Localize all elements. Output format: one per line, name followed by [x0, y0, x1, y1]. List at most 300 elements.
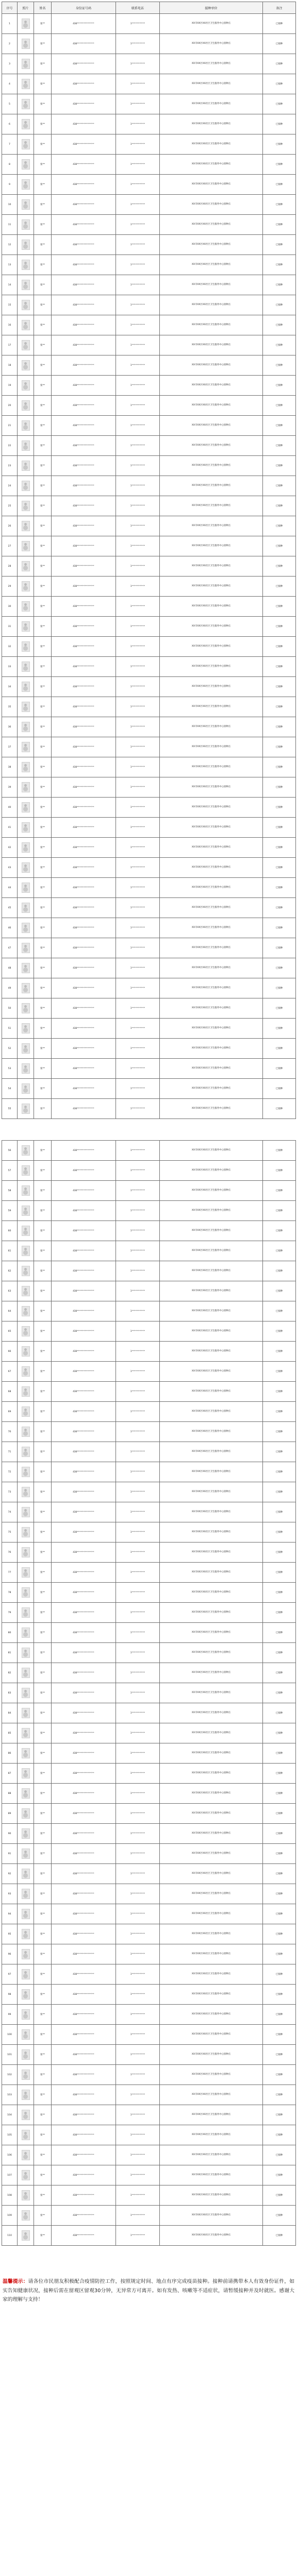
table-row: [2, 1663, 296, 1683]
photo-cell: [18, 155, 34, 175]
table-row: [2, 34, 296, 54]
remark-cell: 已接种: [263, 1261, 296, 1281]
name-cell: 张**: [34, 1482, 52, 1502]
table-row: [2, 1944, 296, 1964]
table-row: [2, 1402, 296, 1422]
seq-cell: 77: [2, 1563, 18, 1583]
center-cell: XX市XX区XX社区卫生服务中心接种点: [160, 777, 263, 798]
center-cell: XX市XX区XX社区卫生服务中心接种点: [160, 2206, 263, 2226]
name-cell: 张**: [34, 1563, 52, 1583]
seq-cell: 92: [2, 1864, 18, 1884]
photo-cell: [18, 998, 34, 1019]
avatar: [22, 1547, 30, 1557]
name-cell: 张**: [34, 335, 52, 355]
name-cell: 张**: [34, 657, 52, 677]
idcard-cell: 430*************: [52, 617, 116, 637]
remark-cell: 已接种: [263, 798, 296, 818]
remark-cell: 已接种: [263, 556, 296, 577]
phone-cell: 1**********: [116, 1543, 160, 1563]
remark-cell: 已接种: [263, 1543, 296, 1563]
header-phone: 联系电话: [116, 2, 160, 14]
name-cell: 张**: [34, 94, 52, 114]
name-cell: 张**: [34, 2165, 52, 2185]
phone-cell: 1**********: [116, 1643, 160, 1663]
avatar: [22, 2049, 30, 2060]
table-row: [2, 1181, 296, 1201]
center-cell: XX市XX区XX社区卫生服务中心接种点: [160, 335, 263, 355]
center-cell: XX市XX区XX社区卫生服务中心接种点: [160, 1804, 263, 1824]
center-cell: XX市XX区XX社区卫生服务中心接种点: [160, 577, 263, 597]
name-cell: 张**: [34, 1703, 52, 1723]
avatar: [22, 300, 30, 310]
avatar: [22, 240, 30, 250]
photo-cell: [18, 195, 34, 215]
avatar: [22, 1226, 30, 1236]
phone-cell: 1**********: [116, 1804, 160, 1824]
idcard-cell: 430*************: [52, 114, 116, 134]
idcard-cell: 430*************: [52, 1382, 116, 1402]
seq-cell: 61: [2, 1241, 18, 1261]
photo-cell: [18, 1643, 34, 1663]
phone-cell: 1**********: [116, 1402, 160, 1422]
seq-cell: 43: [2, 858, 18, 878]
center-cell: XX市XX区XX社区卫生服务中心接种点: [160, 396, 263, 416]
phone-cell: 1**********: [116, 657, 160, 677]
center-cell: XX市XX区XX社区卫生服务中心接种点: [160, 416, 263, 436]
phone-cell: 1**********: [116, 2045, 160, 2065]
table-row: [2, 1643, 296, 1663]
name-cell: 张**: [34, 1261, 52, 1281]
table-row: [2, 798, 296, 818]
header-remark: 备注: [263, 2, 296, 14]
table-row: [2, 1844, 296, 1864]
center-cell: XX市XX区XX社区卫生服务中心接种点: [160, 255, 263, 275]
seq-cell: 17: [2, 335, 18, 355]
remark-cell: 已接种: [263, 2145, 296, 2165]
idcard-cell: 430*************: [52, 396, 116, 416]
table-row: [2, 175, 296, 195]
name-cell: 张**: [34, 1904, 52, 1924]
seq-cell: 89: [2, 1804, 18, 1824]
name-cell: 张**: [34, 1019, 52, 1039]
photo-cell: [18, 1402, 34, 1422]
idcard-cell: 430*************: [52, 737, 116, 757]
seq-cell: 110: [2, 2226, 18, 2246]
idcard-cell: 430*************: [52, 215, 116, 235]
name-cell: 张**: [34, 255, 52, 275]
avatar: [22, 1043, 30, 1054]
header-center: 接种单位: [160, 2, 263, 14]
seq-cell: 13: [2, 255, 18, 275]
name-cell: 张**: [34, 798, 52, 818]
center-cell: XX市XX区XX社区卫生服务中心接种点: [160, 1019, 263, 1039]
name-cell: 张**: [34, 1201, 52, 1221]
photo-cell: [18, 757, 34, 777]
remark-cell: 已接种: [263, 777, 296, 798]
seq-cell: 63: [2, 1281, 18, 1301]
avatar: [22, 1104, 30, 1114]
remark-cell: 已接种: [263, 898, 296, 918]
name-cell: 张**: [34, 1683, 52, 1703]
name-cell: 张**: [34, 376, 52, 396]
photo-cell: [18, 2105, 34, 2125]
photo-cell: [18, 2125, 34, 2145]
avatar: [22, 79, 30, 89]
avatar: [22, 1527, 30, 1537]
seq-cell: 32: [2, 637, 18, 657]
name-cell: 张**: [34, 1079, 52, 1099]
table-row: [2, 2085, 296, 2105]
phone-cell: 1**********: [116, 1522, 160, 1543]
seq-cell: 14: [2, 275, 18, 295]
photo-cell: [18, 1543, 34, 1563]
remark-cell: 已接种: [263, 1059, 296, 1079]
remark-cell: 已接种: [263, 998, 296, 1019]
name-cell: 张**: [34, 697, 52, 717]
avatar: [22, 1286, 30, 1296]
center-cell: XX市XX区XX社区卫生服务中心接种点: [160, 275, 263, 295]
seq-cell: 48: [2, 958, 18, 978]
table-row: [2, 657, 296, 677]
remark-cell: 已接种: [263, 1442, 296, 1462]
name-cell: 张**: [34, 1743, 52, 1764]
phone-cell: 1**********: [116, 1079, 160, 1099]
table-row: [2, 1985, 296, 2005]
phone-cell: 1**********: [116, 54, 160, 74]
table-row: [2, 315, 296, 335]
avatar: [22, 1406, 30, 1417]
center-cell: XX市XX区XX社区卫生服务中心接种点: [160, 818, 263, 838]
remark-cell: 已接种: [263, 697, 296, 717]
avatar: [22, 1165, 30, 1176]
photo-cell: [18, 1844, 34, 1864]
phone-cell: 1**********: [116, 677, 160, 697]
table-row: [2, 215, 296, 235]
center-cell: XX市XX区XX社区卫生服务中心接种点: [160, 1985, 263, 2005]
photo-cell: [18, 1241, 34, 1261]
table-row: [2, 275, 296, 295]
phone-cell: 1**********: [116, 737, 160, 757]
photo-cell: [18, 1522, 34, 1543]
idcard-cell: 430*************: [52, 1723, 116, 1743]
seq-cell: 68: [2, 1382, 18, 1402]
table-row: [2, 355, 296, 376]
table-header-row: [2, 2, 296, 14]
name-cell: 张**: [34, 898, 52, 918]
idcard-cell: 430*************: [52, 1342, 116, 1362]
photo-cell: [18, 396, 34, 416]
remark-cell: 已接种: [263, 1804, 296, 1824]
center-cell: XX市XX区XX社区卫生服务中心接种点: [160, 1301, 263, 1321]
remark-cell: 已接种: [263, 978, 296, 998]
remark-cell: 已接种: [263, 1241, 296, 1261]
header-photo: 照片: [18, 2, 34, 14]
avatar: [22, 822, 30, 833]
table-row: [2, 2165, 296, 2185]
center-cell: XX市XX区XX社区卫生服务中心接种点: [160, 1221, 263, 1241]
vaccination-table-2: [2, 1140, 296, 2246]
seq-cell: 72: [2, 1462, 18, 1482]
seq-cell: 19: [2, 376, 18, 396]
phone-cell: 1**********: [116, 295, 160, 315]
center-cell: XX市XX区XX社区卫生服务中心接种点: [160, 1764, 263, 1784]
seq-cell: 10: [2, 195, 18, 215]
idcard-cell: 430*************: [52, 1099, 116, 1119]
remark-cell: 已接种: [263, 918, 296, 938]
remark-cell: 已接种: [263, 34, 296, 54]
name-cell: 张**: [34, 958, 52, 978]
name-cell: 张**: [34, 134, 52, 155]
avatar: [22, 1266, 30, 1276]
table-row: [2, 496, 296, 516]
photo-cell: [18, 1804, 34, 1824]
photo-cell: [18, 275, 34, 295]
photo-cell: [18, 114, 34, 134]
name-cell: 张**: [34, 1301, 52, 1321]
center-cell: XX市XX区XX社区卫生服务中心接种点: [160, 978, 263, 998]
avatar: [22, 1969, 30, 1979]
center-cell: XX市XX区XX社区卫生服务中心接种点: [160, 1241, 263, 1261]
remark-cell: 已接种: [263, 1362, 296, 1382]
phone-cell: 1**********: [116, 2165, 160, 2185]
avatar: [22, 903, 30, 913]
table-row: [2, 1603, 296, 1623]
avatar: [22, 561, 30, 571]
name-cell: 张**: [34, 717, 52, 737]
table-row: [2, 1904, 296, 1924]
phone-cell: 1**********: [116, 697, 160, 717]
remark-cell: 已接种: [263, 2025, 296, 2045]
avatar: [22, 320, 30, 330]
table-row: [2, 1864, 296, 1884]
avatar: [22, 963, 30, 973]
remark-cell: 已接种: [263, 1924, 296, 1944]
photo-cell: [18, 2226, 34, 2246]
center-cell: XX市XX区XX社区卫生服务中心接种点: [160, 114, 263, 134]
phone-cell: 1**********: [116, 1583, 160, 1603]
center-cell: XX市XX区XX社区卫生服务中心接种点: [160, 597, 263, 617]
name-cell: 张**: [34, 1502, 52, 1522]
center-cell: XX市XX区XX社区卫生服务中心接种点: [160, 757, 263, 777]
seq-cell: 81: [2, 1643, 18, 1663]
photo-cell: [18, 1824, 34, 1844]
table-row: [2, 54, 296, 74]
name-cell: 张**: [34, 2045, 52, 2065]
center-cell: XX市XX区XX社区卫生服务中心接种点: [160, 2065, 263, 2085]
phone-cell: 1**********: [116, 175, 160, 195]
idcard-cell: 430*************: [52, 1543, 116, 1563]
center-cell: XX市XX区XX社区卫生服务中心接种点: [160, 677, 263, 697]
idcard-cell: 430*************: [52, 858, 116, 878]
phone-cell: 1**********: [116, 1884, 160, 1904]
avatar: [22, 1306, 30, 1316]
name-cell: 张**: [34, 2185, 52, 2206]
idcard-cell: 430*************: [52, 1321, 116, 1342]
center-cell: XX市XX区XX社区卫生服务中心接种点: [160, 34, 263, 54]
center-cell: XX市XX区XX社区卫生服务中心接种点: [160, 1824, 263, 1844]
avatar: [22, 883, 30, 893]
name-cell: 张**: [34, 1422, 52, 1442]
avatar: [22, 1989, 30, 1999]
center-cell: XX市XX区XX社区卫生服务中心接种点: [160, 2145, 263, 2165]
phone-cell: 1**********: [116, 2105, 160, 2125]
idcard-cell: 430*************: [52, 1864, 116, 1884]
idcard-cell: 430*************: [52, 1643, 116, 1663]
name-cell: 张**: [34, 1181, 52, 1201]
photo-cell: [18, 1181, 34, 1201]
idcard-cell: 430*************: [52, 376, 116, 396]
avatar: [22, 2210, 30, 2221]
avatar: [22, 1246, 30, 1256]
table-row: [2, 1543, 296, 1563]
photo-cell: [18, 14, 34, 34]
photo-cell: [18, 1663, 34, 1683]
table-row: [2, 516, 296, 536]
phone-cell: 1**********: [116, 2185, 160, 2206]
table-row: [2, 2065, 296, 2085]
remark-cell: 已接种: [263, 617, 296, 637]
idcard-cell: 430*************: [52, 335, 116, 355]
center-cell: XX市XX区XX社区卫生服务中心接种点: [160, 1543, 263, 1563]
seq-cell: 104: [2, 2105, 18, 2125]
table-row: [2, 235, 296, 255]
remark-cell: 已接种: [263, 657, 296, 677]
center-cell: XX市XX区XX社区卫生服务中心接种点: [160, 1683, 263, 1703]
seq-cell: 37: [2, 737, 18, 757]
name-cell: 张**: [34, 2025, 52, 2045]
seq-cell: 8: [2, 155, 18, 175]
idcard-cell: 430*************: [52, 1985, 116, 2005]
seq-cell: 62: [2, 1261, 18, 1281]
table-row: [2, 918, 296, 938]
phone-cell: 1**********: [116, 1301, 160, 1321]
seq-cell: 51: [2, 1019, 18, 1039]
table-row: [2, 1382, 296, 1402]
avatar: [22, 2110, 30, 2120]
remark-cell: 已接种: [263, 1944, 296, 1964]
remark-cell: 已接种: [263, 1603, 296, 1623]
table-row: [2, 898, 296, 918]
seq-cell: 56: [2, 1141, 18, 1161]
photo-cell: [18, 2085, 34, 2105]
table-row: [2, 677, 296, 697]
table-row: [2, 1161, 296, 1181]
seq-cell: 52: [2, 1039, 18, 1059]
photo-cell: [18, 657, 34, 677]
name-cell: 张**: [34, 2005, 52, 2025]
phone-cell: 1**********: [116, 1462, 160, 1482]
phone-cell: 1**********: [116, 1482, 160, 1502]
photo-cell: [18, 2165, 34, 2185]
phone-cell: 1**********: [116, 2226, 160, 2246]
name-cell: 张**: [34, 315, 52, 335]
phone-cell: 1**********: [116, 1502, 160, 1522]
seq-cell: 26: [2, 516, 18, 536]
remark-cell: 已接种: [263, 376, 296, 396]
phone-cell: 1**********: [116, 94, 160, 114]
idcard-cell: 430*************: [52, 1904, 116, 1924]
idcard-cell: 430*************: [52, 516, 116, 536]
center-cell: XX市XX区XX社区卫生服务中心接种点: [160, 1099, 263, 1119]
phone-cell: 1**********: [116, 315, 160, 335]
remark-cell: 已接种: [263, 215, 296, 235]
name-cell: 张**: [34, 858, 52, 878]
idcard-cell: 430*************: [52, 1181, 116, 1201]
table-row: [2, 1743, 296, 1764]
avatar: [22, 440, 30, 451]
center-cell: XX市XX区XX社区卫生服务中心接种点: [160, 556, 263, 577]
center-cell: XX市XX区XX社区卫生服务中心接种点: [160, 1141, 263, 1161]
avatar: [22, 1587, 30, 1598]
table-row: [2, 1583, 296, 1603]
photo-cell: [18, 74, 34, 94]
remark-cell: 已接种: [263, 1884, 296, 1904]
photo-cell: [18, 1019, 34, 1039]
avatar: [22, 2190, 30, 2200]
phone-cell: 1**********: [116, 898, 160, 918]
phone-cell: 1**********: [116, 1603, 160, 1623]
table-row: [2, 717, 296, 737]
avatar: [22, 1929, 30, 1939]
name-cell: 张**: [34, 1099, 52, 1119]
photo-cell: [18, 335, 34, 355]
remark-cell: 已接种: [263, 1422, 296, 1442]
center-cell: XX市XX区XX社区卫生服务中心接种点: [160, 2085, 263, 2105]
avatar: [22, 139, 30, 149]
seq-cell: 97: [2, 1964, 18, 1985]
avatar: [22, 1708, 30, 1718]
seq-cell: 24: [2, 476, 18, 496]
avatar: [22, 1768, 30, 1778]
seq-cell: 59: [2, 1201, 18, 1221]
photo-cell: [18, 1161, 34, 1181]
center-cell: XX市XX区XX社区卫生服务中心接种点: [160, 1522, 263, 1543]
remark-cell: 已接种: [263, 1683, 296, 1703]
photo-cell: [18, 878, 34, 898]
avatar: [22, 1648, 30, 1658]
seq-cell: 90: [2, 1824, 18, 1844]
seq-cell: 96: [2, 1944, 18, 1964]
remark-cell: 已接种: [263, 255, 296, 275]
avatar: [22, 1386, 30, 1397]
name-cell: 张**: [34, 1603, 52, 1623]
photo-cell: [18, 476, 34, 496]
idcard-cell: 430*************: [52, 818, 116, 838]
avatar: [22, 1808, 30, 1819]
idcard-cell: 430*************: [52, 2206, 116, 2226]
avatar: [22, 1728, 30, 1738]
phone-cell: 1**********: [116, 798, 160, 818]
phone-cell: 1**********: [116, 114, 160, 134]
table-row: [2, 2185, 296, 2206]
seq-cell: 53: [2, 1059, 18, 1079]
remark-cell: 已接种: [263, 275, 296, 295]
notice-paragraph: [2, 2277, 295, 2304]
remark-cell: 已接种: [263, 2105, 296, 2125]
remark-cell: 已接种: [263, 1161, 296, 1181]
photo-cell: [18, 1462, 34, 1482]
idcard-cell: 430*************: [52, 2226, 116, 2246]
idcard-cell: 430*************: [52, 2025, 116, 2045]
phone-cell: 1**********: [116, 2206, 160, 2226]
photo-cell: [18, 175, 34, 195]
idcard-cell: 430*************: [52, 958, 116, 978]
phone-cell: 1**********: [116, 1241, 160, 1261]
table-row: [2, 878, 296, 898]
phone-cell: 1**********: [116, 516, 160, 536]
center-cell: XX市XX区XX社区卫生服务中心接种点: [160, 295, 263, 315]
seq-cell: 45: [2, 898, 18, 918]
